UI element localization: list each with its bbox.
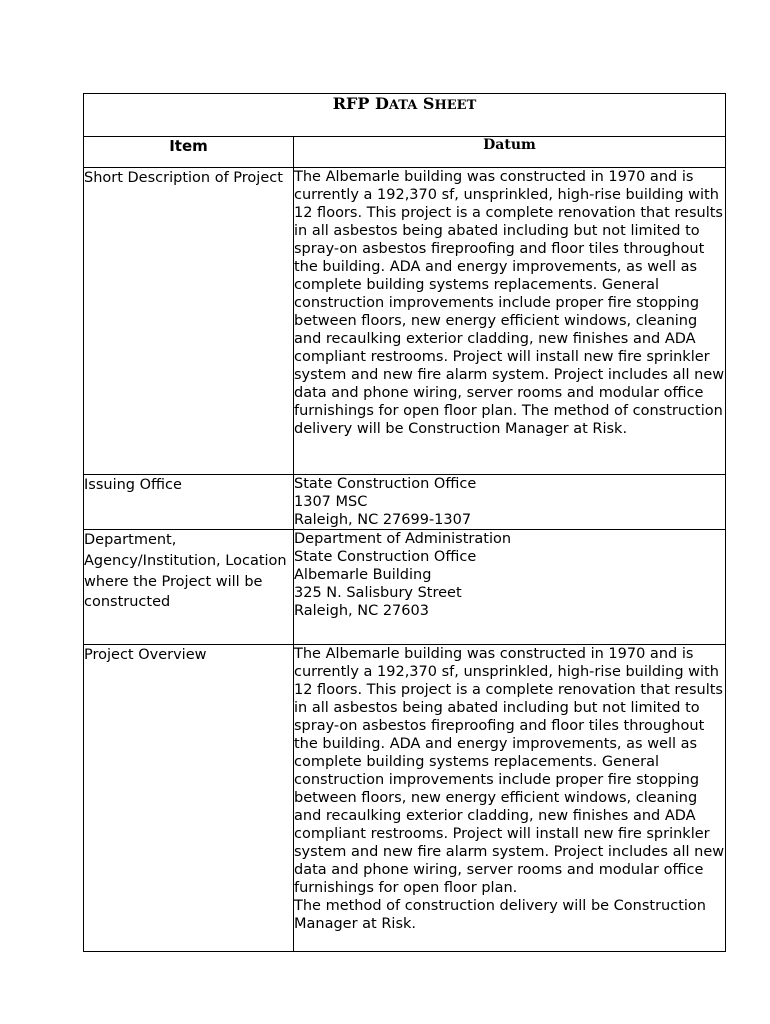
row-label-issuing-office: Issuing Office xyxy=(84,475,294,530)
title-ata: ATA xyxy=(388,98,418,113)
row-datum-project-overview: The Albemarle building was constructed in 1970 and is currently a 192,370 sf, unsprinkled, high-rise building with 12 floors. This project is a complete renovation that results in all asbestos being abated including but not limited to spray-on asbestos fireproofing and floor tiles throughout the building. ADA and energy improvements, as well as complete building systems replacements. General construction improvements include proper fire stopping between floors, new energy efficient windows, cleaning and recaulking exterior cladding, new finishes and ADA compliant restrooms. Project will install new fire sprinkler system and new fire alarm system. Project includes all new data and phone wiring, server rooms and modular office furnishings for open floor plan. The method of construction delivery will be Construction Manager at Risk. xyxy=(294,645,726,952)
table-row xyxy=(84,530,726,645)
header-row xyxy=(84,137,726,168)
title-row xyxy=(84,94,726,137)
row-label-short-description: Short Description of Project xyxy=(84,168,294,475)
sheet-title xyxy=(84,94,726,137)
row-label-project-overview: Project Overview xyxy=(84,645,294,952)
row-label-department: Department, Agency/Institution, Location where the Project will be constructed xyxy=(84,530,294,645)
row-datum-department: Department of Administration State Construction Office Albemarle Building 325 N. Salisbury Street Raleigh, NC 27603 xyxy=(294,530,726,645)
table-row xyxy=(84,645,726,952)
title-heet: HEET xyxy=(434,98,477,113)
title-d: D xyxy=(375,94,389,113)
title-rfp: RFP xyxy=(332,94,370,113)
table-row xyxy=(84,475,726,530)
rfp-data-sheet-table xyxy=(83,93,726,952)
row-datum-short-description: The Albemarle building was constructed in 1970 and is currently a 192,370 sf, unsprinkled, high-rise building with 12 floors. This project is a complete renovation that results in all asbestos being abated including but not limited to spray-on asbestos fireproofing and floor tiles throughout the building. ADA and energy improvements, as well as complete building systems replacements. General construction improvements include proper fire stopping between floors, new energy efficient windows, cleaning and recaulking exterior cladding, new finishes and ADA compliant restrooms. Project will install new fire sprinkler system and new fire alarm system. Project includes all new data and phone wiring, server rooms and modular office furnishings for open floor plan. The method of construction delivery will be Construction Manager at Risk. xyxy=(294,168,726,475)
table-row xyxy=(84,168,726,475)
header-item: Item xyxy=(84,137,294,168)
header-datum: Datum xyxy=(294,137,726,168)
row-datum-issuing-office: State Construction Office 1307 MSC Raleigh, NC 27699-1307 xyxy=(294,475,726,530)
title-s: S xyxy=(422,94,435,113)
